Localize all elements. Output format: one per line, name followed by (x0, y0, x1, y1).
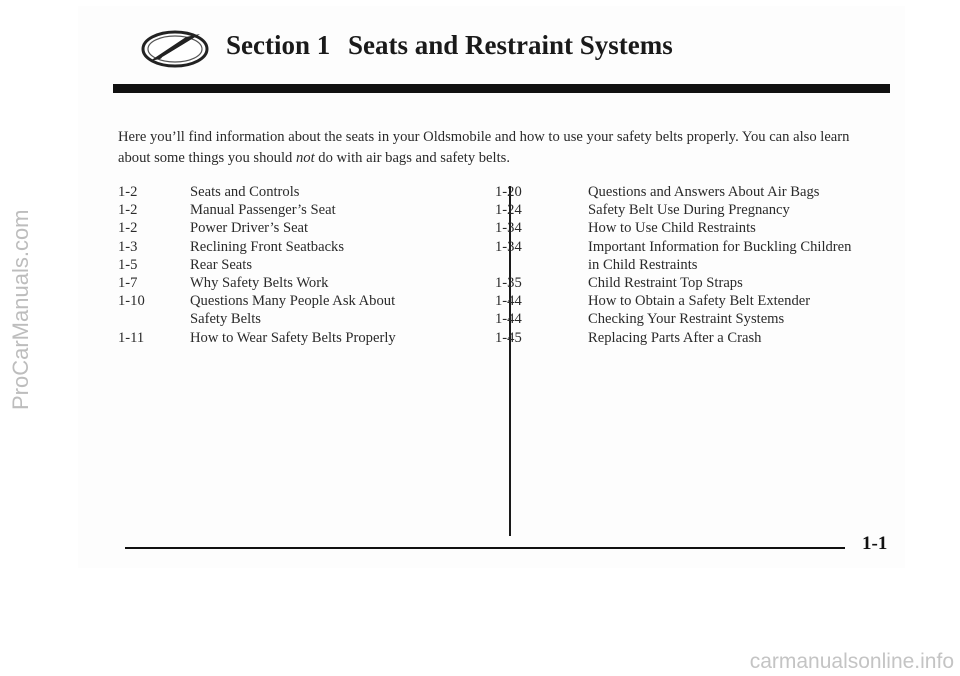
toc-entry-title: How to Wear Safety Belts Properly (190, 329, 396, 346)
toc-entry-title: Why Safety Belts Work (190, 275, 329, 292)
toc-page-ref: 1-20 (495, 184, 522, 200)
toc-page-ref: 1-24 (495, 202, 522, 219)
toc-page-ref (118, 310, 190, 328)
toc-entry-title: Checking Your Restraint Systems (588, 311, 785, 328)
toc-entry (118, 274, 488, 292)
toc-entry (118, 201, 488, 219)
bottom-watermark: carmanualsonline.info (749, 650, 954, 673)
toc-entry (118, 238, 488, 256)
intro-text-end: do with air bags and safety belts. (314, 150, 510, 166)
toc-entry-title: Manual Passenger’s Seat (190, 202, 336, 219)
toc-entry (495, 329, 895, 347)
toc-entry-title: Safety Belt Use During Pregnancy (588, 202, 790, 219)
toc-page-ref (495, 256, 588, 274)
toc-page-ref: 1-5 (118, 256, 138, 273)
toc-entry (118, 183, 488, 201)
toc-entry-title: Child Restraint Top Straps (588, 275, 743, 292)
toc-entry (118, 292, 488, 310)
toc-right-column (495, 183, 895, 347)
toc-page-ref: 1-2 (118, 202, 138, 219)
toc-entry (495, 274, 895, 292)
intro-emphasis: not (295, 150, 315, 166)
intro-text-start: Here you’ll find information about the seats in your Oldsmobile and how to use your safety belts properly. You can also learn about some things you should (118, 129, 850, 166)
toc-entry-title: Safety Belts (190, 311, 261, 328)
toc-entry (495, 256, 895, 274)
toc-page-ref: 1-45 (495, 329, 522, 346)
toc-page-ref: 1-34 (495, 220, 522, 237)
toc-entry-title: Rear Seats (190, 256, 253, 273)
toc-entry-title: Reclining Front Seatbacks (190, 238, 345, 255)
toc-entry-title: Important Information for Buckling Children (588, 238, 852, 255)
page-title: Seats and Restraint Systems (348, 30, 673, 60)
toc-entry (495, 292, 895, 310)
toc-entry-title: Questions Many People Ask About (190, 293, 396, 310)
toc-entry-title: Questions and Answers About Air Bags (588, 184, 820, 200)
toc-page-ref: 1-34 (495, 238, 522, 255)
header-divider (113, 84, 890, 93)
toc-entry (118, 329, 488, 347)
toc-page-ref: 1-44 (495, 311, 522, 328)
toc-entry (118, 219, 488, 237)
intro-paragraph (118, 127, 878, 169)
side-watermark: ProCarManuals.com (8, 209, 33, 410)
page-number: 1-1 (862, 533, 888, 554)
toc-entry (495, 183, 895, 201)
oldsmobile-logo-icon (140, 28, 210, 70)
toc-entry (495, 310, 895, 328)
toc-page-ref: 1-35 (495, 275, 522, 292)
toc-page-ref: 1-44 (495, 293, 522, 310)
toc-page-ref: 1-2 (118, 184, 138, 200)
toc-entry-title: Power Driver’s Seat (190, 220, 309, 237)
toc-entry-title: Seats and Controls (190, 184, 300, 200)
toc-entry (495, 201, 895, 219)
toc-page-ref: 1-11 (118, 329, 145, 346)
toc-page-ref: 1-3 (118, 238, 138, 255)
toc-entry-title: in Child Restraints (588, 256, 698, 273)
section-label: Section 1 (226, 30, 331, 60)
footer-rule (125, 547, 845, 549)
toc-entry (495, 238, 895, 256)
toc-entry-title: How to Obtain a Safety Belt Extender (588, 293, 811, 310)
toc-page-ref: 1-2 (118, 220, 138, 237)
toc-entry (118, 256, 488, 274)
toc-entry (118, 310, 488, 328)
toc-page-ref: 1-10 (118, 293, 145, 310)
toc-entry-title: How to Use Child Restraints (588, 220, 756, 237)
toc-entry-title: Replacing Parts After a Crash (588, 329, 762, 346)
toc-left-column (118, 183, 488, 347)
toc-entry (495, 219, 895, 237)
toc-page-ref: 1-7 (118, 275, 138, 292)
